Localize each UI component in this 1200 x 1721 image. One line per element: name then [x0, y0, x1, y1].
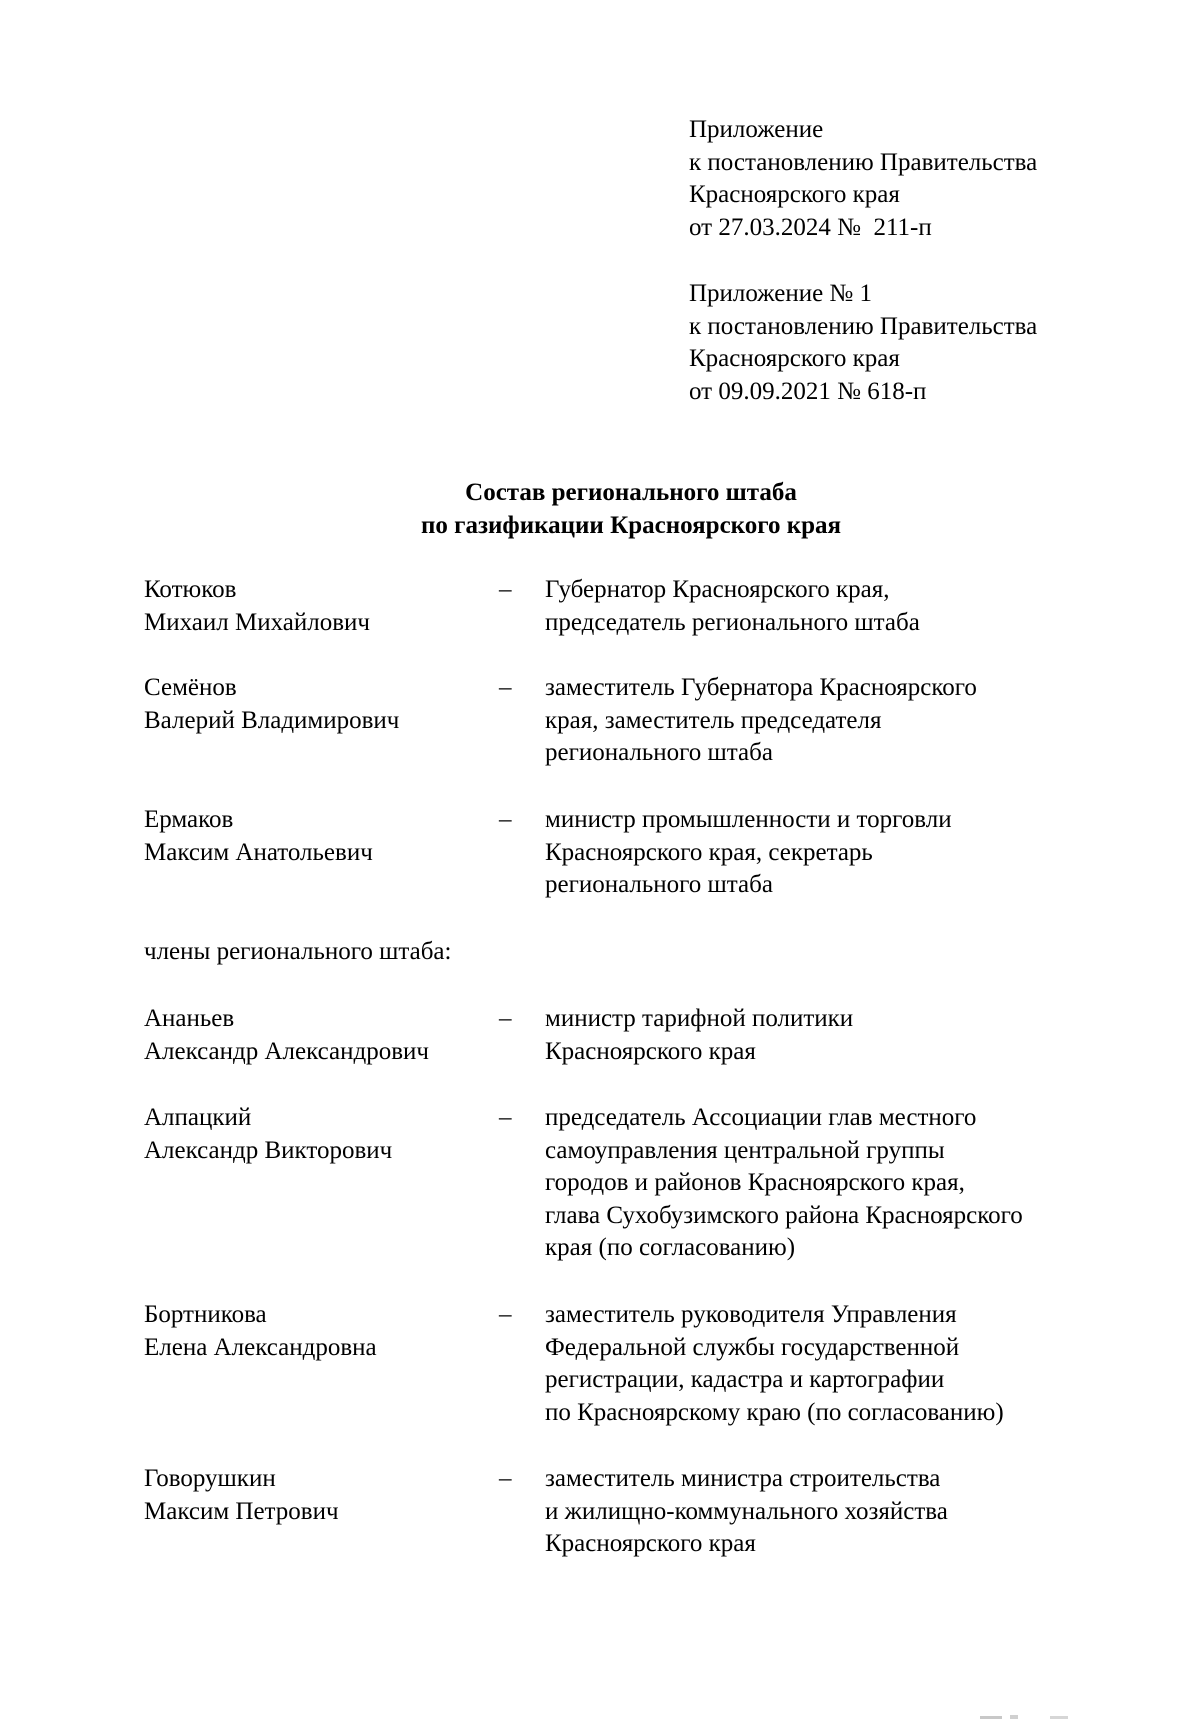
- dash-separator: –: [499, 1104, 512, 1131]
- given-names: Михаил Михайлович: [144, 608, 370, 636]
- members-heading: члены регионального штаба:: [144, 938, 452, 965]
- role-line: министр тарифной политики: [545, 1005, 854, 1032]
- appendix-line: Красноярского края: [689, 181, 900, 208]
- dash-separator: –: [499, 576, 512, 603]
- appendix-date-number: от 27.03.2024 № 211-п: [689, 213, 932, 241]
- dash-separator: –: [499, 806, 512, 833]
- role-line: Федеральной службы государственной: [545, 1333, 960, 1361]
- role-line: Губернатор Красноярского края,: [545, 576, 890, 603]
- role-line: края, заместитель председателя: [545, 706, 882, 734]
- scan-artifact-mark: [980, 1713, 1140, 1721]
- appendix-line: Красноярского края: [689, 345, 900, 372]
- given-names: Александр Викторович: [144, 1136, 393, 1164]
- role-line: по Красноярскому краю (по согласованию): [545, 1398, 1004, 1426]
- person-role: [545, 1299, 1145, 1429]
- role-line: председатель Ассоциации глав местного: [545, 1104, 977, 1131]
- person-role: [545, 1463, 1145, 1561]
- staff-entry-member: [144, 1102, 1144, 1302]
- surname: Котюков: [144, 576, 237, 603]
- role-line: Красноярского края, секретарь: [545, 838, 873, 866]
- role-line: края (по согласованию): [545, 1234, 796, 1261]
- person-name: [144, 1299, 484, 1364]
- staff-entry-secretary: [144, 804, 1144, 1004]
- role-line: глава Сухобузимского района Красноярского: [545, 1201, 1023, 1229]
- role-line: заместитель руководителя Управления: [545, 1301, 957, 1328]
- role-line: председатель регионального штаба: [545, 608, 920, 636]
- surname: Ананьев: [144, 1005, 235, 1032]
- role-line: Красноярского края: [545, 1530, 756, 1557]
- given-names: Максим Анатольевич: [144, 838, 373, 866]
- appendix-line: к постановлению Правительства: [689, 312, 1038, 340]
- appendix-line: Приложение № 1: [689, 280, 873, 307]
- person-role: [545, 1102, 1145, 1265]
- appendix-line: Приложение: [689, 116, 824, 143]
- role-line: заместитель Губернатора Красноярского: [545, 674, 977, 701]
- appendix-header-current: [689, 114, 1159, 244]
- role-line: городов и районов Красноярского края,: [545, 1169, 965, 1196]
- role-line: министр промышленности и торговли: [545, 806, 952, 833]
- given-names: Максим Петрович: [144, 1497, 339, 1525]
- surname: Бортникова: [144, 1301, 267, 1328]
- dash-separator: –: [499, 1465, 512, 1492]
- person-name: [144, 1003, 484, 1068]
- dash-separator: –: [499, 1005, 512, 1032]
- person-name: [144, 804, 484, 869]
- given-names: Валерий Владимирович: [144, 706, 400, 734]
- person-name: [144, 574, 484, 639]
- appendix-header-original: [689, 278, 1159, 408]
- surname: Алпацкий: [144, 1104, 252, 1131]
- person-role: [545, 574, 1145, 639]
- person-role: [545, 804, 1145, 902]
- person-name: [144, 1102, 484, 1167]
- given-names: Александр Александрович: [144, 1037, 429, 1065]
- given-names: Елена Александровна: [144, 1333, 377, 1361]
- staff-entry-member: [144, 1463, 1144, 1663]
- dash-separator: –: [499, 674, 512, 701]
- role-line: самоуправления центральной группы: [545, 1136, 945, 1164]
- surname: Говорушкин: [144, 1465, 276, 1492]
- title-line: по газификации Красноярского края: [420, 511, 842, 539]
- dash-separator: –: [499, 1301, 512, 1328]
- surname: Ермаков: [144, 806, 234, 833]
- person-role: [545, 1003, 1145, 1068]
- role-line: регионального штаба: [545, 739, 773, 766]
- role-line: регистрации, кадастра и картографии: [545, 1366, 945, 1393]
- appendix-line: к постановлению Правительства: [689, 148, 1038, 176]
- role-line: регионального штаба: [545, 871, 773, 898]
- document-title: [0, 477, 1200, 542]
- appendix-date-number: от 09.09.2021 № 618-п: [689, 377, 927, 405]
- role-line: Красноярского края: [545, 1037, 756, 1065]
- person-role: [545, 672, 1145, 770]
- surname: Семёнов: [144, 674, 237, 701]
- person-name: [144, 672, 484, 737]
- role-line: и жилищно-коммунального хозяйства: [545, 1497, 948, 1525]
- role-line: заместитель министра строительства: [545, 1465, 941, 1492]
- title-line: Состав регионального штаба: [465, 479, 797, 506]
- person-name: [144, 1463, 484, 1528]
